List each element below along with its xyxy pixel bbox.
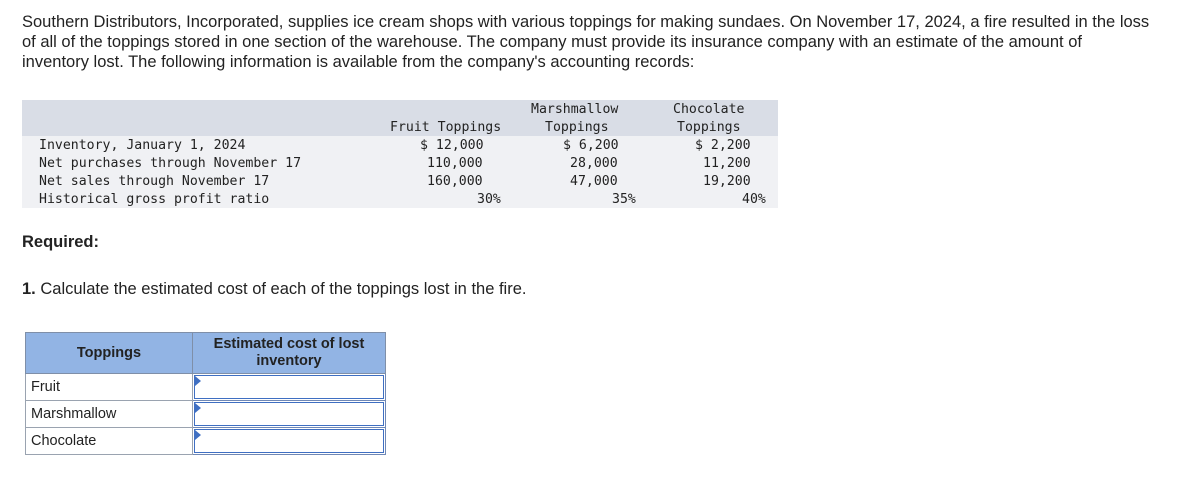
chocolate-purchases-value: 11,200 — [703, 156, 751, 171]
row-label-marshmallow: Marshmallow — [26, 401, 193, 428]
chocolate-cost-input[interactable] — [194, 429, 384, 453]
input-marker-icon — [195, 376, 201, 386]
fruit-cost-input[interactable] — [194, 375, 384, 399]
col-header-chocolate-line2: Toppings — [677, 120, 741, 135]
problem-intro: Southern Distributors, Incorporated, supplies ice cream shops with various toppings for making sundaes. On November 17, 2024, a fire resulted in the loss of all of the toppings stored in one section of the warehouse. The company must provide its insurance company with an estimate of the amount of inventory lost. The following information is available from the company's accounting records: — [22, 13, 1150, 71]
input-marker-icon — [195, 403, 201, 413]
fruit-sales-value: 160,000 — [427, 174, 483, 189]
row-label-fruit: Fruit — [26, 374, 193, 401]
input-marker-icon — [195, 430, 201, 440]
fruit-gross-profit-value: 30% — [477, 192, 501, 207]
row-label-net-sales: Net sales through November 17 — [39, 174, 270, 189]
col-header-chocolate-line1: Chocolate — [673, 102, 745, 117]
table-row — [26, 428, 386, 455]
table-row — [26, 374, 386, 401]
answer-table — [25, 332, 386, 455]
col-header-fruit: Fruit Toppings — [390, 120, 502, 135]
row-label-net-purchases: Net purchases through November 17 — [39, 156, 302, 171]
toppings-data-table — [22, 100, 778, 208]
col-header-marshmallow-line1: Marshmallow — [531, 102, 619, 117]
required-heading: Required: — [22, 233, 100, 251]
col-header-marshmallow-line2: Toppings — [545, 120, 609, 135]
question-number: 1. — [22, 280, 36, 298]
marshmallow-gross-profit-value: 35% — [612, 192, 636, 207]
chocolate-inventory-value: $ 2,200 — [695, 138, 751, 153]
chocolate-sales-value: 19,200 — [703, 174, 751, 189]
marshmallow-purchases-value: 28,000 — [570, 156, 618, 171]
header-toppings: Toppings — [26, 333, 193, 374]
table-row — [26, 401, 386, 428]
row-label-chocolate: Chocolate — [26, 428, 193, 455]
marshmallow-cost-input[interactable] — [194, 402, 384, 426]
row-label-inventory: Inventory, January 1, 2024 — [39, 138, 246, 153]
row-label-gross-profit-ratio: Historical gross profit ratio — [39, 192, 270, 207]
marshmallow-inventory-value: $ 6,200 — [563, 138, 619, 153]
marshmallow-sales-value: 47,000 — [570, 174, 618, 189]
answer-table-header-row — [26, 333, 386, 374]
fruit-inventory-value: $ 12,000 — [420, 138, 484, 153]
marshmallow-cost-cell — [193, 401, 386, 428]
question-1 — [22, 280, 526, 299]
chocolate-cost-cell — [193, 428, 386, 455]
chocolate-gross-profit-value: 40% — [742, 192, 766, 207]
question-text: Calculate the estimated cost of each of the toppings lost in the fire. — [40, 280, 527, 298]
header-estimated-cost: Estimated cost of lost inventory — [193, 333, 386, 374]
fruit-purchases-value: 110,000 — [427, 156, 483, 171]
fruit-cost-cell — [193, 374, 386, 401]
